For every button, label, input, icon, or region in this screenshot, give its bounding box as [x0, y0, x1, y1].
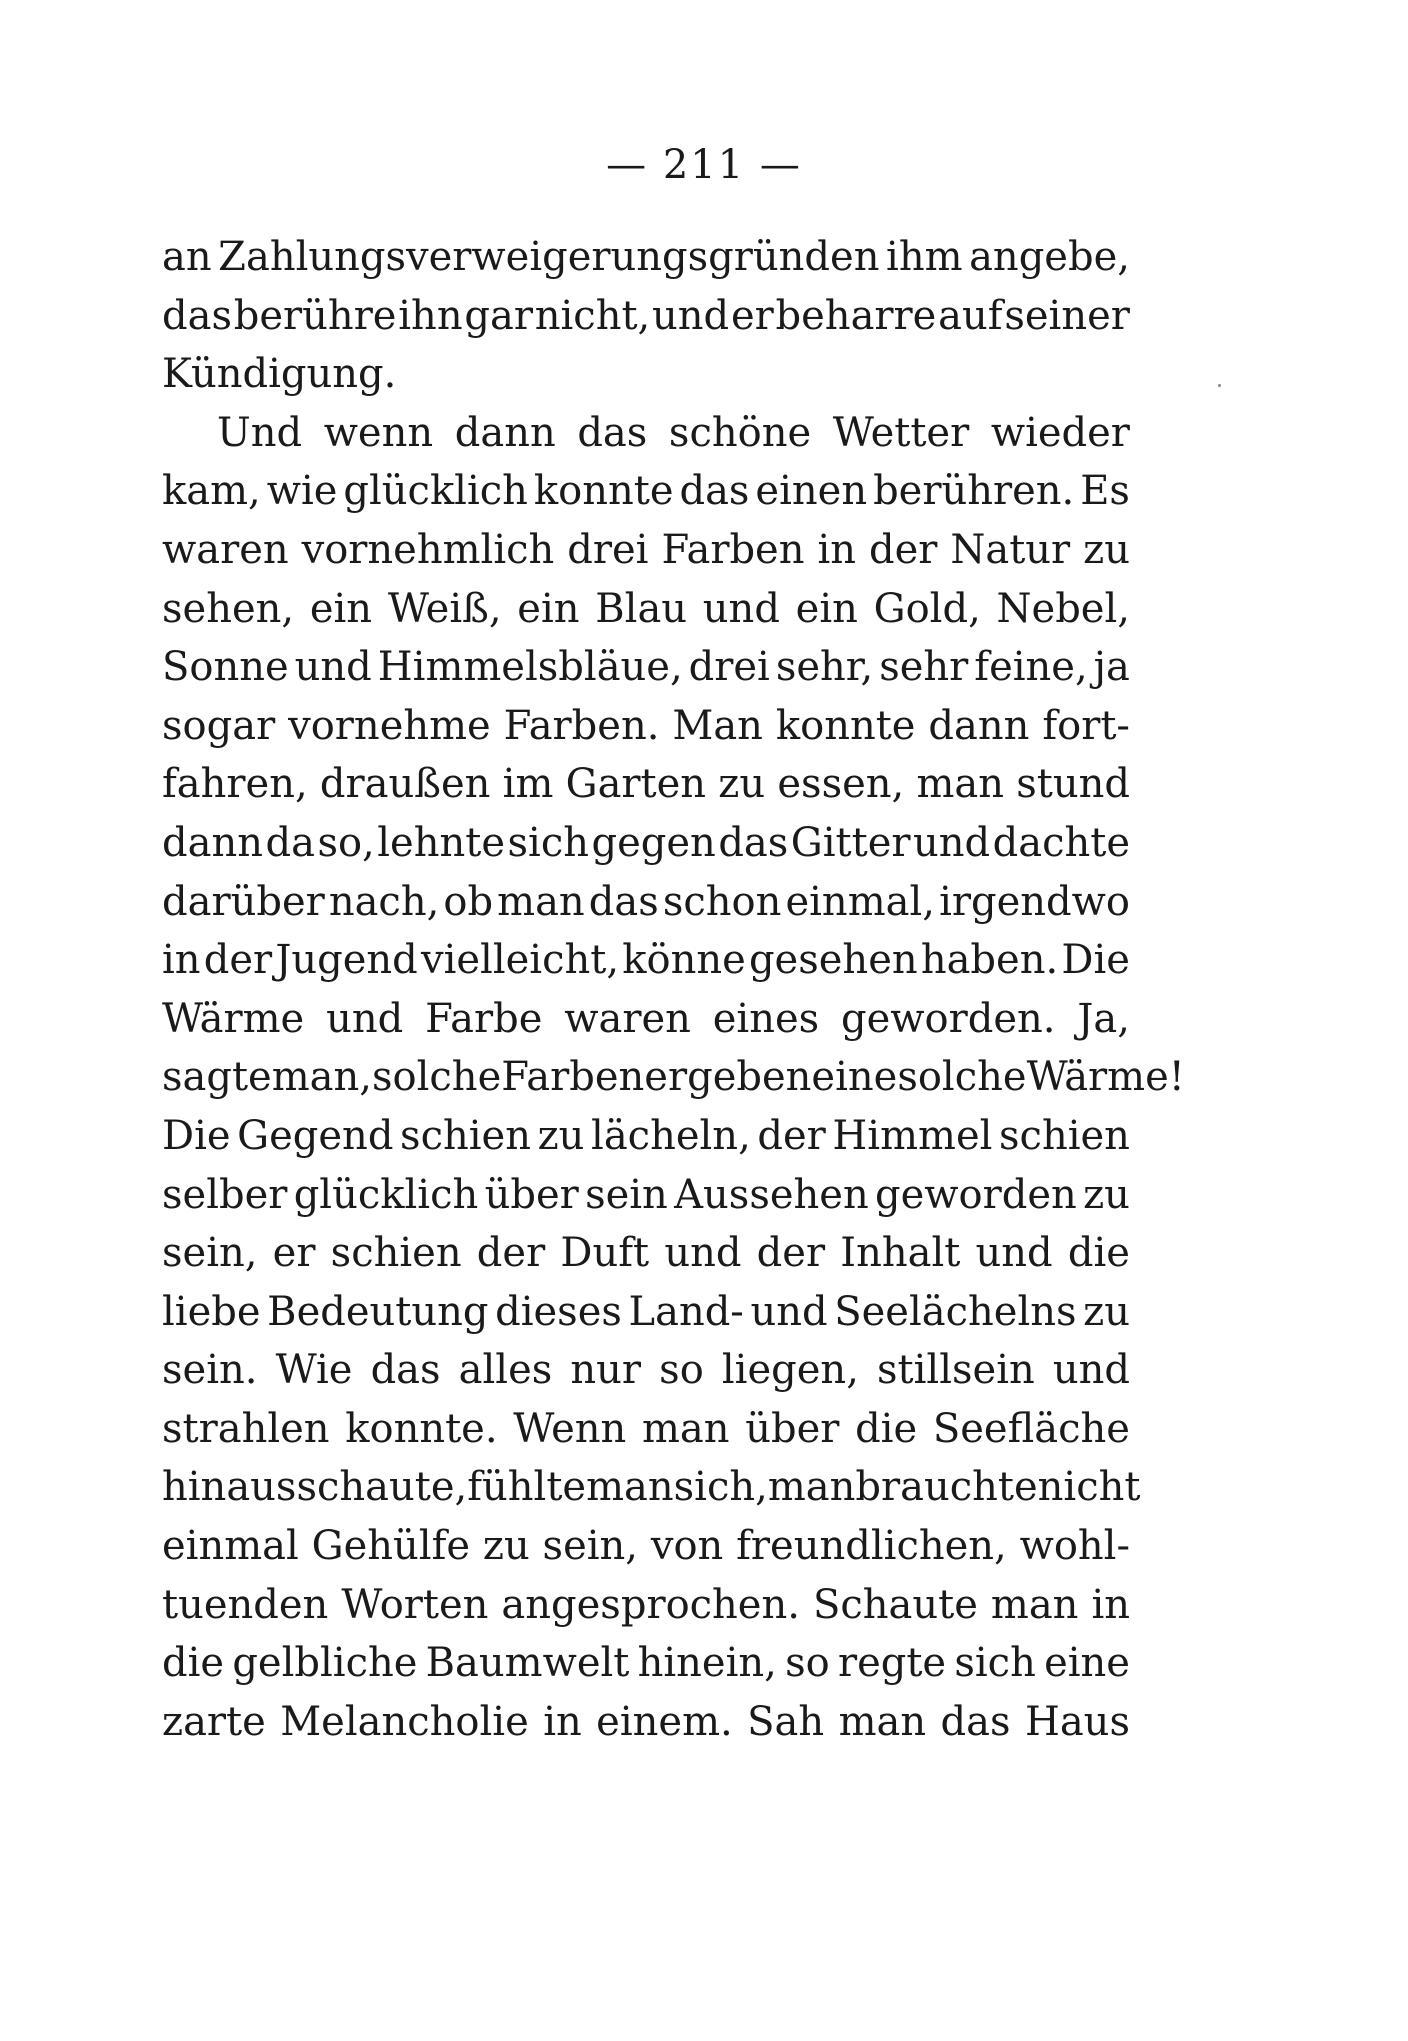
word: solche: [372, 1054, 502, 1101]
word: brauchte: [855, 1464, 1038, 1511]
word: vielleicht,: [420, 937, 620, 984]
word: ein: [309, 585, 373, 632]
word: Die: [162, 1112, 231, 1159]
word: dann: [454, 409, 556, 456]
text-line: [162, 580, 1130, 639]
text-line: [162, 345, 1130, 404]
text-line: [162, 931, 1130, 990]
word: kam,: [162, 468, 261, 515]
word: das: [370, 1347, 441, 1394]
word: ihm: [886, 234, 963, 280]
word: ja: [1093, 644, 1130, 691]
word: eine: [811, 1054, 898, 1101]
word: drei: [688, 644, 770, 691]
word: sehr,: [775, 644, 874, 691]
word: der: [757, 1112, 826, 1159]
text-line: [162, 1400, 1130, 1459]
word: geworden: [875, 1171, 1077, 1218]
word: tuenden: [162, 1581, 329, 1628]
word: eines: [712, 995, 820, 1042]
word: Land-: [628, 1288, 744, 1335]
word: schien: [999, 1112, 1130, 1159]
text-line: [162, 521, 1130, 580]
word: die: [855, 1405, 918, 1452]
word: angebe,: [969, 234, 1130, 280]
word: der: [476, 1230, 546, 1277]
word: der: [756, 1230, 826, 1277]
word: Schaute: [812, 1581, 978, 1628]
word: Farben: [661, 526, 805, 573]
word: Gitter: [790, 819, 911, 866]
word: angesprochen.: [501, 1581, 800, 1628]
word: Farben: [501, 1054, 645, 1101]
word: man: [641, 1405, 730, 1452]
word: über: [745, 1405, 840, 1452]
text-line: [162, 755, 1130, 814]
word: solche: [897, 1054, 1027, 1101]
word: Seelächelns: [834, 1288, 1077, 1335]
word: Kündigung.: [162, 351, 397, 398]
word: schaute,: [296, 1464, 468, 1511]
word: und: [294, 644, 372, 691]
word: Farbe: [425, 995, 543, 1042]
word: und: [652, 292, 730, 339]
word: man,: [271, 1054, 372, 1101]
word: über: [484, 1171, 579, 1218]
word: einem.: [596, 1698, 733, 1745]
word: im: [502, 761, 554, 808]
word: Baumwelt: [425, 1640, 630, 1687]
word: an: [162, 234, 212, 280]
body-text: [162, 228, 1185, 1751]
word: könne: [622, 937, 746, 984]
word: zu: [718, 761, 766, 808]
word: Melancholie: [280, 1698, 529, 1745]
word: lehnte: [377, 819, 505, 866]
word: einen: [755, 468, 868, 515]
word: dachte: [992, 819, 1130, 866]
word: gegen: [591, 819, 716, 866]
word: da: [265, 819, 315, 866]
word: stund: [1016, 761, 1130, 808]
word: die: [162, 1640, 225, 1687]
word: Nebel,: [996, 585, 1130, 632]
word: Weiß,: [387, 585, 502, 632]
word: nach,: [328, 878, 440, 925]
word: er: [272, 1230, 316, 1277]
word: Blau: [595, 585, 688, 632]
word: Worten: [341, 1581, 489, 1628]
word: regte: [837, 1640, 947, 1687]
word: fort-: [1042, 702, 1130, 749]
word: Die: [1061, 937, 1130, 984]
word: drei: [567, 526, 649, 573]
word: dann: [928, 702, 1030, 749]
word: irgendwo: [939, 878, 1130, 925]
word: nicht: [1037, 1464, 1141, 1511]
text-line: [162, 1283, 1130, 1342]
word: Wärme!: [1026, 1054, 1185, 1101]
word: schöne: [668, 409, 812, 456]
word: selber: [162, 1171, 288, 1218]
word: darüber: [162, 878, 325, 925]
word: sogar: [162, 702, 276, 749]
word: waren: [162, 526, 289, 573]
word: sein,: [162, 1230, 258, 1277]
word: und: [912, 819, 991, 866]
word: Gold,: [873, 585, 981, 632]
text-line: [162, 1634, 1130, 1693]
word: sehen,: [162, 585, 295, 632]
word: der: [203, 937, 273, 984]
text-line: [162, 1166, 1130, 1225]
word: lächeln,: [591, 1112, 751, 1159]
text-line: [162, 228, 1130, 287]
word: Wärme: [162, 995, 305, 1042]
word: wenn: [323, 409, 434, 456]
text-line: [162, 404, 1130, 463]
word: sein,: [542, 1523, 639, 1570]
word: wieder: [990, 409, 1130, 456]
text-line: [162, 462, 1130, 521]
word: vornehme: [288, 702, 491, 749]
word: zu: [1083, 1171, 1130, 1218]
word: Und: [217, 409, 303, 456]
word: konnte: [775, 702, 916, 749]
word: sich: [954, 1640, 1036, 1687]
word: hinaus: [162, 1464, 297, 1511]
word: sich,: [673, 1464, 768, 1511]
word: Wie: [275, 1347, 353, 1394]
word: und: [975, 1230, 1053, 1277]
word: Garten: [565, 761, 707, 808]
word: man: [767, 1464, 856, 1511]
word: Zahlungsverweigerungsgründen: [218, 234, 880, 280]
word: ob: [443, 878, 494, 925]
word: das: [577, 409, 648, 456]
text-line: [162, 1341, 1130, 1400]
word: Jugend: [275, 937, 418, 984]
word: freundlichen,: [736, 1523, 1007, 1570]
word: gar: [464, 292, 533, 339]
word: hinein,: [637, 1640, 777, 1687]
word: Farben.: [503, 702, 660, 749]
word: die: [1067, 1230, 1130, 1277]
word: Gegend: [237, 1112, 394, 1159]
word: Ja,: [1077, 995, 1130, 1042]
word: zu: [1083, 526, 1130, 573]
word: fahren,: [162, 761, 308, 808]
text-line: [162, 697, 1130, 756]
word: gelbliche: [232, 1640, 418, 1687]
word: und: [664, 1230, 742, 1277]
word: vornehmlich: [301, 526, 555, 573]
word: geworden.: [841, 995, 1056, 1042]
word: so,: [317, 819, 375, 866]
word: waren: [564, 995, 691, 1042]
word: glücklich: [343, 468, 528, 515]
word: einmal,: [785, 878, 935, 925]
word: gesehen: [748, 937, 918, 984]
word: schien: [330, 1230, 462, 1277]
word: in: [162, 937, 201, 984]
word: sein: [585, 1171, 668, 1218]
word: fühlte: [467, 1464, 587, 1511]
word: einmal: [162, 1523, 299, 1570]
word: Haus: [1024, 1698, 1130, 1745]
word: zu: [482, 1523, 530, 1570]
word: haben.: [920, 937, 1059, 984]
text-line: [162, 1458, 1141, 1517]
word: Bedeutung: [267, 1288, 489, 1335]
text-line: [162, 990, 1130, 1049]
word: in: [1091, 1581, 1130, 1628]
word: sehr: [879, 644, 969, 691]
word: Seefläche: [932, 1405, 1130, 1452]
word: schien: [400, 1112, 531, 1159]
word: das: [718, 819, 789, 866]
word: draußen: [319, 761, 491, 808]
word: das: [940, 1698, 1011, 1745]
word: berühren.: [873, 468, 1075, 515]
word: Gehülfe: [311, 1523, 471, 1570]
word: so: [785, 1640, 830, 1687]
word: ihn: [398, 292, 463, 339]
word: man: [586, 1464, 674, 1511]
word: Wenn: [513, 1405, 627, 1452]
text-line: [162, 1693, 1130, 1752]
word: in: [817, 526, 857, 573]
word: und: [1052, 1347, 1130, 1394]
word: schon: [662, 878, 782, 925]
word: das: [588, 878, 659, 925]
word: das: [679, 468, 750, 515]
word: zarte: [162, 1698, 266, 1745]
word: man: [838, 1698, 927, 1745]
text-line: [162, 1576, 1130, 1635]
word: dieses: [495, 1288, 622, 1335]
word: Es: [1080, 468, 1130, 515]
word: sein.: [162, 1347, 258, 1394]
word: glücklich: [293, 1171, 479, 1218]
word: man: [916, 761, 1005, 808]
print-speck: [1218, 384, 1221, 387]
word: von: [650, 1523, 724, 1570]
word: Himmel: [832, 1112, 993, 1159]
word: in: [543, 1698, 582, 1745]
word: der: [868, 526, 938, 573]
word: wie: [266, 468, 338, 515]
word: Duft: [560, 1230, 650, 1277]
word: berühre: [233, 292, 397, 339]
word: alles: [458, 1347, 553, 1394]
word: zu: [537, 1112, 585, 1159]
word: sich: [507, 819, 589, 866]
word: und: [702, 585, 780, 632]
word: nur: [570, 1347, 642, 1394]
word: strahlen: [162, 1405, 330, 1452]
word: er: [730, 292, 774, 339]
word: Wetter: [832, 409, 970, 456]
word: Sah: [747, 1698, 825, 1745]
word: liebe: [162, 1288, 261, 1335]
word: so: [659, 1347, 704, 1394]
word: und: [750, 1288, 828, 1335]
text-line: [162, 873, 1130, 932]
word: beharre: [775, 292, 937, 339]
word: Man: [672, 702, 763, 749]
word: Inhalt: [840, 1230, 961, 1277]
word: Natur: [950, 526, 1071, 573]
word: Sonne: [162, 644, 289, 691]
text-line: [162, 1224, 1130, 1283]
text-line: [162, 1048, 1185, 1107]
text-line: [162, 287, 1130, 346]
word: man: [497, 878, 585, 925]
word: wohl-: [1019, 1523, 1130, 1570]
word: zu: [1083, 1288, 1130, 1335]
text-line: [162, 638, 1130, 697]
word: nicht,: [534, 292, 651, 339]
word: auf: [938, 292, 1003, 339]
word: man: [990, 1581, 1079, 1628]
word: konnte: [533, 468, 674, 515]
word: sagte: [162, 1054, 272, 1101]
word: Himmelsbläue,: [377, 644, 683, 691]
word: dann: [162, 819, 263, 866]
word: konnte.: [345, 1405, 498, 1452]
word: Aussehen: [674, 1171, 869, 1218]
word: und: [326, 995, 404, 1042]
text-line: [162, 1107, 1130, 1166]
word: eine: [1044, 1640, 1130, 1687]
word: das: [162, 292, 232, 339]
text-line: [162, 1517, 1130, 1576]
word: ein: [517, 585, 580, 632]
word: ergeben: [644, 1054, 812, 1101]
word: seiner: [1004, 292, 1130, 339]
word: liegen,: [721, 1347, 859, 1394]
word: stillsein: [877, 1347, 1035, 1394]
word: feine,: [974, 644, 1088, 691]
page-number: — 211 —: [606, 142, 802, 188]
word: ein: [795, 585, 858, 632]
text-line: [162, 814, 1130, 873]
word: essen,: [777, 761, 905, 808]
